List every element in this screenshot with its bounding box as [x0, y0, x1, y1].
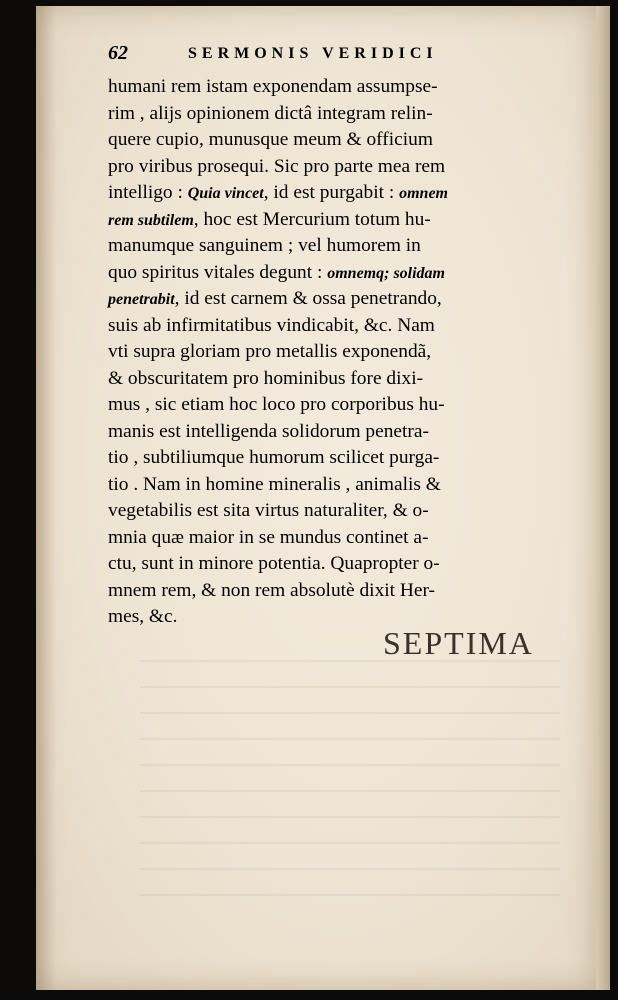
text-run: vti supra gloriam pro metallis exponendã, [108, 341, 432, 362]
text-line [108, 154, 578, 181]
text-run: rim , alijs opinionem dictâ integram relin- [108, 102, 433, 124]
text-line [108, 551, 578, 578]
text-line [108, 74, 578, 101]
text-line [108, 180, 578, 207]
text-run: vegetabilis est sita virtus naturaliter, & o- [108, 500, 429, 521]
text-run: manis est intelligenda solidorum penetra- [108, 420, 429, 442]
italic-run: omnemq; solidam [327, 264, 445, 282]
text-run: manumque sanguinem ; vel humorem in [108, 235, 421, 256]
text-run: suis ab infirmitatibus vindicabit, &c. Nam [108, 314, 435, 336]
page-edge [596, 6, 610, 990]
text-run: intelligo : [108, 182, 188, 203]
text-run: tio . Nam in homine mineralis , animalis & [108, 473, 441, 495]
text-run: mus , sic etiam hoc loco pro corporibus hu- [108, 394, 445, 415]
text-line [108, 578, 578, 605]
text-run: ctu, sunt in minore potentia. Quapropter o- [108, 553, 440, 574]
text-line [108, 260, 578, 287]
text-line [108, 472, 578, 499]
catchword: SEPTIMA [383, 625, 534, 661]
page-number: 62 [108, 42, 128, 64]
text-line [108, 313, 578, 340]
page-header [108, 42, 548, 72]
text-run: mes, &c. [108, 606, 178, 627]
text-run: , id est purgabit : [263, 182, 400, 203]
text-line [108, 207, 578, 234]
text-run: tio , subtiliumque humorum scilicet purga- [108, 447, 440, 468]
text-line [108, 339, 578, 366]
text-line [108, 233, 578, 260]
italic-run: Quia vincet [187, 185, 264, 202]
italic-run: penetrabit [108, 291, 175, 308]
text-run: pro viribus prosequi. Sic pro parte mea rem [108, 155, 446, 177]
text-run: humani rem istam exponendam assumpse- [108, 76, 438, 97]
text-line [108, 525, 578, 552]
text-run: , hoc est Mercurium totum hu- [193, 208, 431, 230]
text-run: quere cupio, munusque meum & officium [108, 129, 433, 150]
text-line [108, 101, 578, 128]
text-run: mnem rem, & non rem absolutè dixit Her- [108, 579, 436, 601]
text-run: & obscuritatem pro hominibus fore dixi- [108, 367, 424, 389]
text-run: , id est carnem & ossa penetrando, [174, 288, 442, 309]
text-run: quo spiritus vitales degunt : [108, 261, 328, 283]
text-line [108, 366, 578, 393]
text-line [108, 286, 578, 313]
italic-run: omnem [399, 185, 448, 202]
text-line [108, 127, 578, 154]
text-line [108, 419, 578, 446]
showthrough-texture [140, 660, 560, 900]
text-line [108, 445, 578, 472]
body-text [108, 74, 578, 631]
page-gutter-shadow [36, 6, 56, 990]
text-run: mnia quæ maior in se mundus continet a- [108, 526, 429, 548]
running-title: SERMONIS VERIDICI [188, 45, 438, 62]
italic-run: rem subtilem [108, 211, 194, 229]
text-line [108, 498, 578, 525]
text-line [108, 392, 578, 419]
